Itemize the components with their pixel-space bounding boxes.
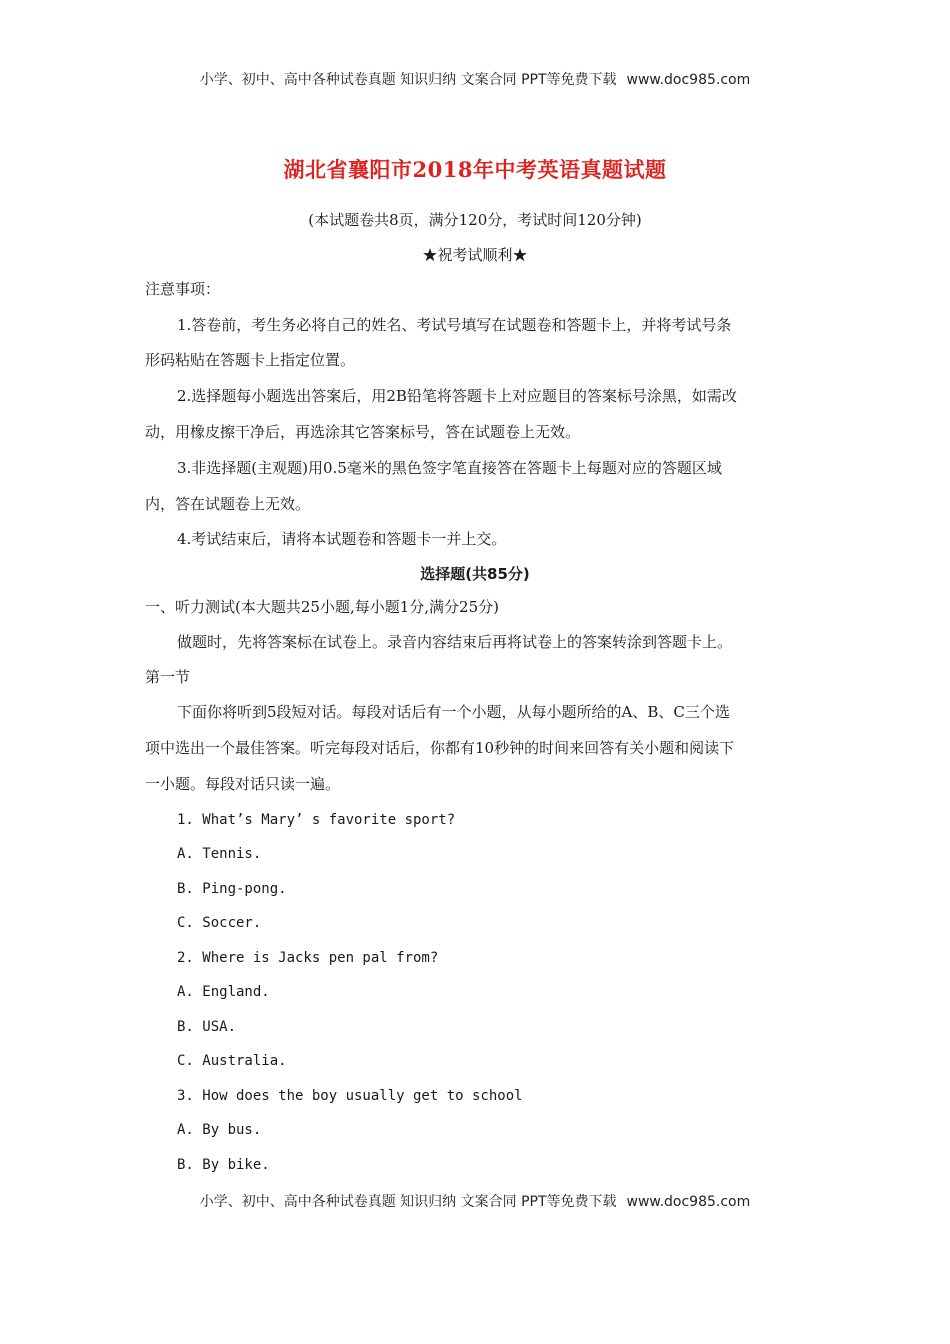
note-1-line-1: 1.答卷前，考生务必将自己的姓名、考试号填写在试题卷和答题卡上，并将考试号条	[177, 316, 732, 334]
question-1: 1. What’s Mary’ s favorite sport?	[177, 812, 456, 828]
question-1-option-a: A. Tennis.	[177, 846, 262, 862]
question-2-option-c: C. Australia.	[177, 1053, 287, 1069]
note-4: 4.考试结束后，请将本试题卷和答题卡一并上交。	[177, 530, 507, 548]
page-header	[0, 69, 950, 89]
notes-heading: 注意事项：	[145, 280, 221, 298]
intro-line-1: 下面你将听到5段短对话。每段对话后有一个小题，从每小题所给的A、B、C三个选	[177, 703, 730, 721]
note-3-line-1: 3.非选择题(主观题)用0.5毫米的黑色签字笔直接答在答题卡上每题对应的答题区域	[177, 459, 722, 477]
question-1-option-b: B. Ping-pong.	[177, 881, 287, 897]
question-3-option-b: B. By bike.	[177, 1157, 270, 1173]
section-heading: 选择题(共85分)	[420, 565, 530, 583]
header-text: 小学、初中、高中各种试卷真题 知识归纳 文案合同 PPT等免费下载	[199, 72, 617, 88]
question-2-option-b: B. USA.	[177, 1019, 237, 1035]
footer-text: 小学、初中、高中各种试卷真题 知识归纳 文案合同 PPT等免费下载	[199, 1194, 617, 1210]
part-1-instruction: 做题时，先将答案标在试卷上。录音内容结束后再将试卷上的答案转涂到答题卡上。	[177, 633, 733, 651]
note-2-line-2: 动，用橡皮擦干净后，再选涂其它答案标号，答在试题卷上无效。	[145, 423, 581, 441]
note-1-line-2: 形码粘贴在答题卡上指定位置。	[145, 351, 356, 369]
note-3-line-2: 内，答在试题卷上无效。	[145, 495, 311, 513]
question-3-option-a: A. By bus.	[177, 1122, 262, 1138]
footer-url-link[interactable]: www.doc985.com	[626, 1194, 751, 1210]
note-2-line-1: 2.选择题每小题选出答案后，用2B铅笔将答题卡上对应题目的答案标号涂黑，如需改	[177, 387, 737, 405]
page-footer	[0, 1191, 950, 1211]
good-luck-line: ★祝考试顺利★	[422, 246, 528, 264]
document-subtitle: (本试题卷共8页，满分120分，考试时间120分钟)	[308, 211, 642, 229]
question-1-option-c: C. Soccer.	[177, 915, 262, 931]
question-2: 2. Where is Jacks pen pal from?	[177, 950, 439, 966]
part-1-heading: 一、听力测试(本大题共25小题,每小题1分,满分25分)	[145, 598, 499, 616]
question-3: 3. How does the boy usually get to school	[177, 1088, 523, 1104]
subsection-heading: 第一节	[145, 668, 191, 686]
question-2-option-a: A. England.	[177, 984, 270, 1000]
header-url-link[interactable]: www.doc985.com	[626, 72, 751, 88]
document-title: 湖北省襄阳市2018年中考英语真题试题	[283, 157, 667, 182]
intro-line-3: 一小题。每段对话只读一遍。	[145, 775, 341, 793]
intro-line-2: 项中选出一个最佳答案。听完每段对话后，你都有10秒钟的时间来回答有关小题和阅读下	[145, 739, 735, 757]
